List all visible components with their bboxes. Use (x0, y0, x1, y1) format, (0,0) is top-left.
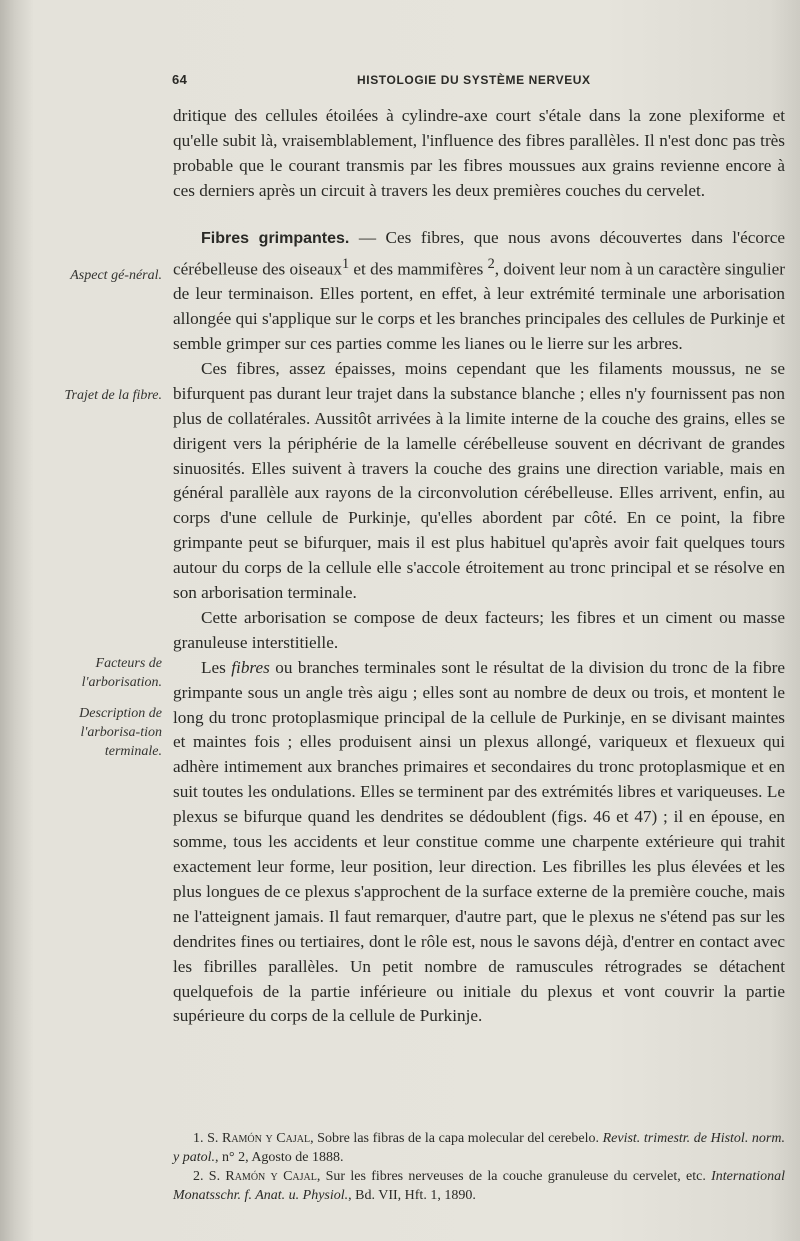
paragraph-continuation: dritique des cellules étoilées à cylindre-axe court s'étale dans la zone plexiforme et qu'elle subit là, vraisemblablement, l'influence des fibres parallèles. Il n'est donc pas très probable que le courant transmis par les fibres moussues aux grains revienne encore à ces derniers après un circuit à travers les deux premières couches du cervelet. (173, 106, 785, 200)
sidenote-trajet-fibre: Trajet de la fibre. (64, 388, 162, 403)
paragraph-fibres-grimpantes: Fibres grimpantes. — Ces fibres, que nous avons découvertes dans l'écorce cérébelleuse des oiseaux$^1$ et des mammifères $^2$, doivent leur nom à un caractère singulier de leur terminaison. Elles portent, en effet, à leur extrémité terminale une arborisation allongée qui s'applique sur le corps et les branches principales des cellules de Purkinje et semble grimper sur ces parties comme les lianes ou le lierre sur les arbres. (173, 227, 785, 353)
footnote-2: 2. S. Ramón y Cajal, Sur les fibres nerveuses de la couche granuleuse du cervelet, etc. International Monatsschr. f. Anat. u. Physiol., Bd. VII, Hft. 1, 1890. (173, 1169, 785, 1203)
footnote-ref-2: 2 (487, 255, 495, 272)
page-number: 64 (172, 72, 188, 87)
paragraph-trajet: Ces fibres, assez épaisses, moins cependant que les filaments moussus, ne se bifurquent pas durant leur trajet dans la substance blanche ; elles n'y fournissent pas non plus de collatérales. Aussitôt arrivées à la limite interne de la couche des grains, elles se dirigent vers la périphérie de la lamelle cérébelleuse souvent en décrivant de grandes sinuosités. Elles suivent à travers la couche des grains une direction variable, mais en général parallèle aux rayons de la circonvolution cérébelleuse. Elles arrivent, enfin, au corps d'une cellule de Purkinje, qu'elles abordent par côté. En ce point, la fibre grimpante peut se bifurquer, mais il est plus habituel qu'après avoir fait quelques tours autour du corps de la cellule elle s'accole étroitement au tronc principal et se résolve en son arborisation terminale. (173, 358, 785, 603)
running-head: HISTOLOGIE DU SYSTÈME NERVEUX (357, 73, 591, 87)
footnote-1: 1. S. Ramón y Cajal, Sobre las fibras de la capa molecular del cerebelo. Revist. trimestr. de Histol. norm. y patol., n° 2, Agosto de 1888. (173, 1131, 785, 1165)
sidenote-description: Description de l'arborisa-tion terminale. (79, 706, 162, 759)
sidenote-facteurs: Facteurs de l'arborisation. (81, 656, 162, 690)
page-header (172, 70, 792, 92)
footnotes (173, 1129, 785, 1205)
paragraph-facteurs: Cette arborisation se compose de deux facteurs; les fibres et un ciment ou masse granuleuse interstitielle. (173, 607, 785, 652)
section-heading: Fibres grimpantes. (201, 229, 350, 247)
sidenote-aspect-general: Aspect gé-néral. (70, 268, 162, 283)
footnote-ref-1: 1 (341, 255, 350, 272)
paragraph-description: Les fibres ou branches terminales sont le résultat de la division du tronc de la fibre grimpante sous un angle très aigu ; elles sont au nombre de deux ou trois, et montent le long du tronc protoplasmique principal de la cellule de Purkinje, en se divisant maintes et maintes fois ; elles produisent ainsi un plexus allongé, variqueux et flexueux qui adhère intimement aux branches primaires et secondaires du tronc protoplasmique et en suit toutes les ondulations. Elles se terminent par des extrémités libres et variqueuses. Le plexus se bifurque quand les dendrites se dédoublent (figs. 46 et 47) ; il en épouse, en somme, tous les accidents et leur constitue comme une charpente extérieure qui trahit exactement leur forme, leur position, leur direction. Les fibrilles les plus élevées et les plus longues de ce plexus s'approchent de la surface externe de la première couche, mais ne l'atteignent jamais. Il faut remarquer, d'autre part, que le plexus ne s'étend pas sur les dendrites fines ou tertiaires, dont le rôle est, nous le savons déjà, d'entrer en contact avec les fibrilles parallèles. Un petit nombre de ramuscules rétrogrades se détachent quelquefois de la partie inférieure ou initiale du plexus et vont couvrir la partie supérieure du corps de la cellule de Purkinje. (173, 657, 785, 1026)
body-text (173, 104, 785, 1029)
emphasis-fibres: fibres (231, 657, 270, 677)
